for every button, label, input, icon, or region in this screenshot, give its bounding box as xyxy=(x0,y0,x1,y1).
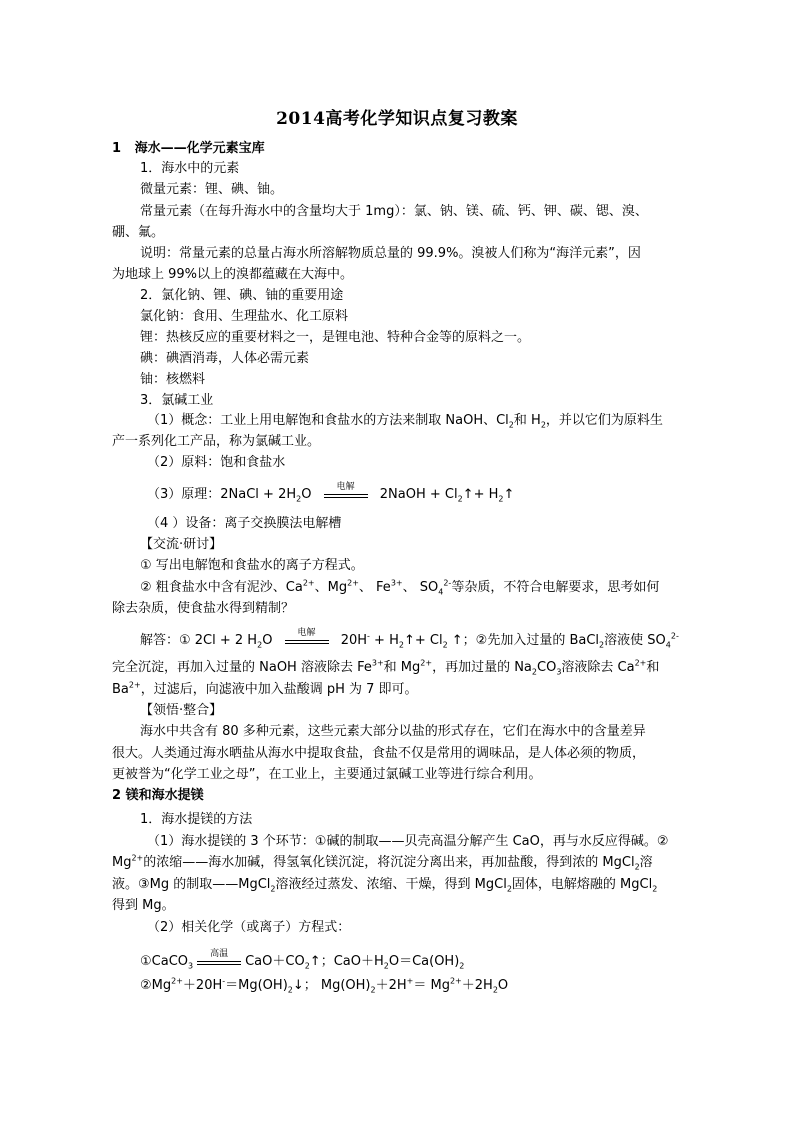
electrolysis-arrow-2 xyxy=(283,627,331,650)
question-1: ① 写出电解饱和食盐水的离子方程式。 xyxy=(140,558,364,573)
principle-text: ↑+ H xyxy=(462,487,499,502)
summary-line-1: 海水中共含有 80 多种元素，这些元素大部分以盐的形式存在，它们在海水中的含量差异 xyxy=(140,724,646,739)
superscript: 2- xyxy=(670,631,679,641)
electrolysis-label: 电解 xyxy=(336,481,355,492)
subscript: 2 xyxy=(257,640,263,650)
concept-line-1 xyxy=(147,411,663,431)
subscript: 2 xyxy=(398,640,404,650)
answer-text: 和 xyxy=(646,660,660,675)
subscript: 2 xyxy=(296,494,302,504)
answer-text: + H xyxy=(369,633,399,648)
answer-text: 溶液除去 Ca xyxy=(561,660,635,675)
summary-line-3: 更被誉为“化学工业之母”，在工业上，主要通过氯碱工业等进行综合利用。 xyxy=(112,767,542,782)
eq-text: O＝Ca(OH) xyxy=(388,954,460,969)
q2-text: ② 粗食盐水中含有泥沙、Ca xyxy=(140,580,303,595)
subscript: 2 xyxy=(652,884,658,894)
uranium-use: 铀：核燃料 xyxy=(140,372,206,387)
equation-2 xyxy=(140,976,508,996)
superscript: 2+ xyxy=(449,976,462,986)
major-elements-line-1: 常量元素（在每升海水中的含量均大于 1mg）：氯、钠、镁、硫、钙、钾、碳、锶、溴、 xyxy=(140,204,648,219)
answer-text: 完全沉淀，再加入过量的 NaOH 溶液除去 Fe xyxy=(112,660,372,675)
nacl-use: 氯化钠：食用、生理盐水、化工原料 xyxy=(140,309,349,324)
answer-text: ↑+ Cl xyxy=(403,633,443,648)
mg-text: Mg xyxy=(112,855,132,870)
summary-line-2: 很大。人类通过海水晒盐从海水中提取食盐，食盐不仅是常用的调味品，是人体必须的物质， xyxy=(112,746,646,761)
principle-text: ↑ xyxy=(503,487,515,502)
superscript: 2+ xyxy=(420,658,433,668)
eq-text: ＝ Mg xyxy=(413,978,450,993)
answer-text: ，过滤后，向滤液中加入盐酸调 pH 为 7 即可。 xyxy=(140,682,418,697)
q2-text: 、Mg xyxy=(314,580,348,595)
mg-para-line-4: 得到 Mg。 xyxy=(112,898,175,913)
iodine-use: 碘：碘酒消毒，人体必需元素 xyxy=(140,351,310,366)
lithium-use: 锂：热核反应的重要材料之一，是锂电池、特种合金等的原料之一。 xyxy=(140,330,531,345)
eq-text: ①CaCO xyxy=(140,954,189,969)
eq-text: ↓； Mg(OH) xyxy=(292,978,371,993)
raw-material: （2）原料：饱和食盐水 xyxy=(147,455,286,470)
subscript: 2 xyxy=(270,884,276,894)
mg-para-line-1: （1）海水提镁的 3 个环节：①碱的制取——贝壳高温分解产生 CaO，再与水反应得碱。② xyxy=(147,834,669,849)
answer-line-2 xyxy=(112,658,659,678)
answer-text: O xyxy=(262,633,273,648)
q2-text: 、 SO xyxy=(402,580,439,595)
subscript: 2 xyxy=(508,420,514,430)
eq-text: ＋20H xyxy=(182,978,223,993)
eq-text: CaO＋CO xyxy=(245,954,305,969)
subscript: 2 xyxy=(459,961,465,971)
section-1-heading xyxy=(112,139,265,159)
major-elements-line-2: 硼、氟。 xyxy=(112,225,165,240)
section-1-number: 1 xyxy=(112,141,122,156)
principle-text: O xyxy=(301,487,312,502)
section-1-title: 海水——化学元素宝库 xyxy=(134,141,265,156)
mg-text: 溶 xyxy=(639,855,653,870)
insight-label: 【领悟·整合】 xyxy=(140,703,223,718)
answer-text: ，再加过量的 Na xyxy=(432,660,532,675)
question-2-line-1: ② 粗食盐水中含有泥沙、$Ca^{2+}$、$Mg^{2+}$、 $Fe^{3+}$、 $SO_4^{2-}$等杂质，不符合电解要求，思考如何 xyxy=(140,578,660,597)
answer-text: 20H xyxy=(340,633,368,648)
subscript: 2 xyxy=(457,494,463,504)
subscript: 2 xyxy=(531,667,537,677)
answer-line-3 xyxy=(112,680,418,700)
answer-text: 解答：① 2Cl + 2 H xyxy=(140,633,258,648)
answer-text: 和 Mg xyxy=(383,660,421,675)
trace-elements: 微量元素：锂、碘、铀。 xyxy=(140,182,284,197)
subscript: 2 xyxy=(498,494,504,504)
subscript: 2 xyxy=(540,420,546,430)
answer-text: Ba xyxy=(112,682,129,697)
principle-text: 2NaOH + Cl xyxy=(379,487,458,502)
subscript: 2 xyxy=(370,985,376,995)
note-line-1: 说明：常量元素的总量占海水所溶解物质总量的 99.9%。溴被人们称为“海洋元素”，因 xyxy=(140,246,641,261)
concept-text-3: ，并以它们为原料生 xyxy=(545,413,663,428)
superscript: - xyxy=(222,976,226,986)
superscript: 3+ xyxy=(390,578,403,588)
superscript: 2- xyxy=(443,578,452,588)
equation-1 xyxy=(140,948,465,972)
superscript: 2+ xyxy=(131,853,144,863)
superscript: 2+ xyxy=(171,976,183,986)
concept-line-2: 产一系列化工产品，称为氯碱工业。 xyxy=(112,434,321,449)
subheading-uses: 2．氯化钠、锂、碘、铀的重要用途 xyxy=(140,288,344,303)
q2-text: 、 Fe xyxy=(358,580,391,595)
principle-text: （3）原理：2NaCl + 2H xyxy=(147,487,297,502)
subscript: 3 xyxy=(556,667,562,677)
superscript: + xyxy=(406,976,414,986)
eq-text: ＋2H xyxy=(375,978,407,993)
eq-text: ↑；CaO＋H xyxy=(309,954,384,969)
principle-equation xyxy=(147,481,515,505)
eq-text: ＋2H xyxy=(461,978,493,993)
superscript: 3+ xyxy=(371,658,384,668)
section-2-heading: 2 镁和海水提镁 xyxy=(112,788,204,803)
mg-para-line-3 xyxy=(112,875,657,895)
high-temp-arrow xyxy=(195,948,243,971)
subscript: 2 xyxy=(634,862,640,872)
electrolysis-label: 电解 xyxy=(297,627,316,638)
mg-text: 固体，电解熔融的 MgCl xyxy=(511,877,653,892)
mg-text: 液。③Mg 的制取——MgCl xyxy=(112,877,271,892)
subscript: 3 xyxy=(188,961,194,971)
eq-text: ②Mg xyxy=(140,978,172,993)
subscript: 2 xyxy=(442,640,448,650)
subscript: 2 xyxy=(506,884,512,894)
note-line-2: 为地球上 99%以上的溴都蕴藏在大海中。 xyxy=(112,267,354,282)
subheading-chlor-alkali: 3．氯碱工业 xyxy=(140,393,214,408)
subscript: 2 xyxy=(383,961,389,971)
question-2-line-2: 除去杂质，使食盐水得到精制？ xyxy=(112,601,295,616)
equations-heading: （2）相关化学（或离子）方程式： xyxy=(147,920,351,935)
superscript: 2+ xyxy=(302,578,315,588)
subheading-elements: 1．海水中的元素 xyxy=(140,161,240,176)
concept-text-2: 和 H xyxy=(513,413,541,428)
eq-text: ＝Mg(OH) xyxy=(225,978,288,993)
document-title: 2014高考化学知识点复习教案 xyxy=(276,109,518,129)
answer-text: 溶液使 SO xyxy=(604,633,666,648)
subheading-mg-method: 1．海水提镁的方法 xyxy=(140,812,253,827)
concept-text-1: （1）概念：工业上用电解饱和食盐水的方法来制取 NaOH、Cl xyxy=(147,413,509,428)
device: （4 ）设备：离子交换膜法电解槽 xyxy=(147,516,342,531)
eq-text: O xyxy=(497,978,509,993)
answer-text: CO xyxy=(537,660,557,675)
subscript: 2 xyxy=(287,985,293,995)
exchange-label: 【交流·研讨】 xyxy=(140,537,223,552)
superscript: 2+ xyxy=(634,658,647,668)
answer-text: ↑；②先加入过量的 BaCl xyxy=(447,633,600,648)
superscript: 2+ xyxy=(128,680,141,690)
high-temp-label: 高温 xyxy=(210,948,229,959)
mg-para-line-2 xyxy=(112,853,653,873)
subscript: 2 xyxy=(599,640,605,650)
superscript: 2+ xyxy=(347,578,359,588)
answer-line-1: 解答：① 2Cl + 2 $H_2O$ 电解 $20H^- + H_2↑+ Cl_2$ ↑；②先加入过量的 BaCl$_2$溶液使 $SO_4^{2-}$ xyxy=(140,631,679,651)
q2-text: 等杂质，不符合电解要求，思考如何 xyxy=(451,580,660,595)
subscript: 2 xyxy=(492,985,498,995)
superscript: - xyxy=(367,631,370,641)
mg-text: 的浓缩——海水加碱，得氢氧化镁沉淀，将沉淀分离出来，再加盐酸，得到浓的 MgCl xyxy=(143,855,635,870)
electrolysis-arrow xyxy=(322,481,370,504)
subscript: 2 xyxy=(304,961,310,971)
mg-text: 溶液经过蒸发、浓缩、干燥，得到 MgCl xyxy=(275,877,507,892)
